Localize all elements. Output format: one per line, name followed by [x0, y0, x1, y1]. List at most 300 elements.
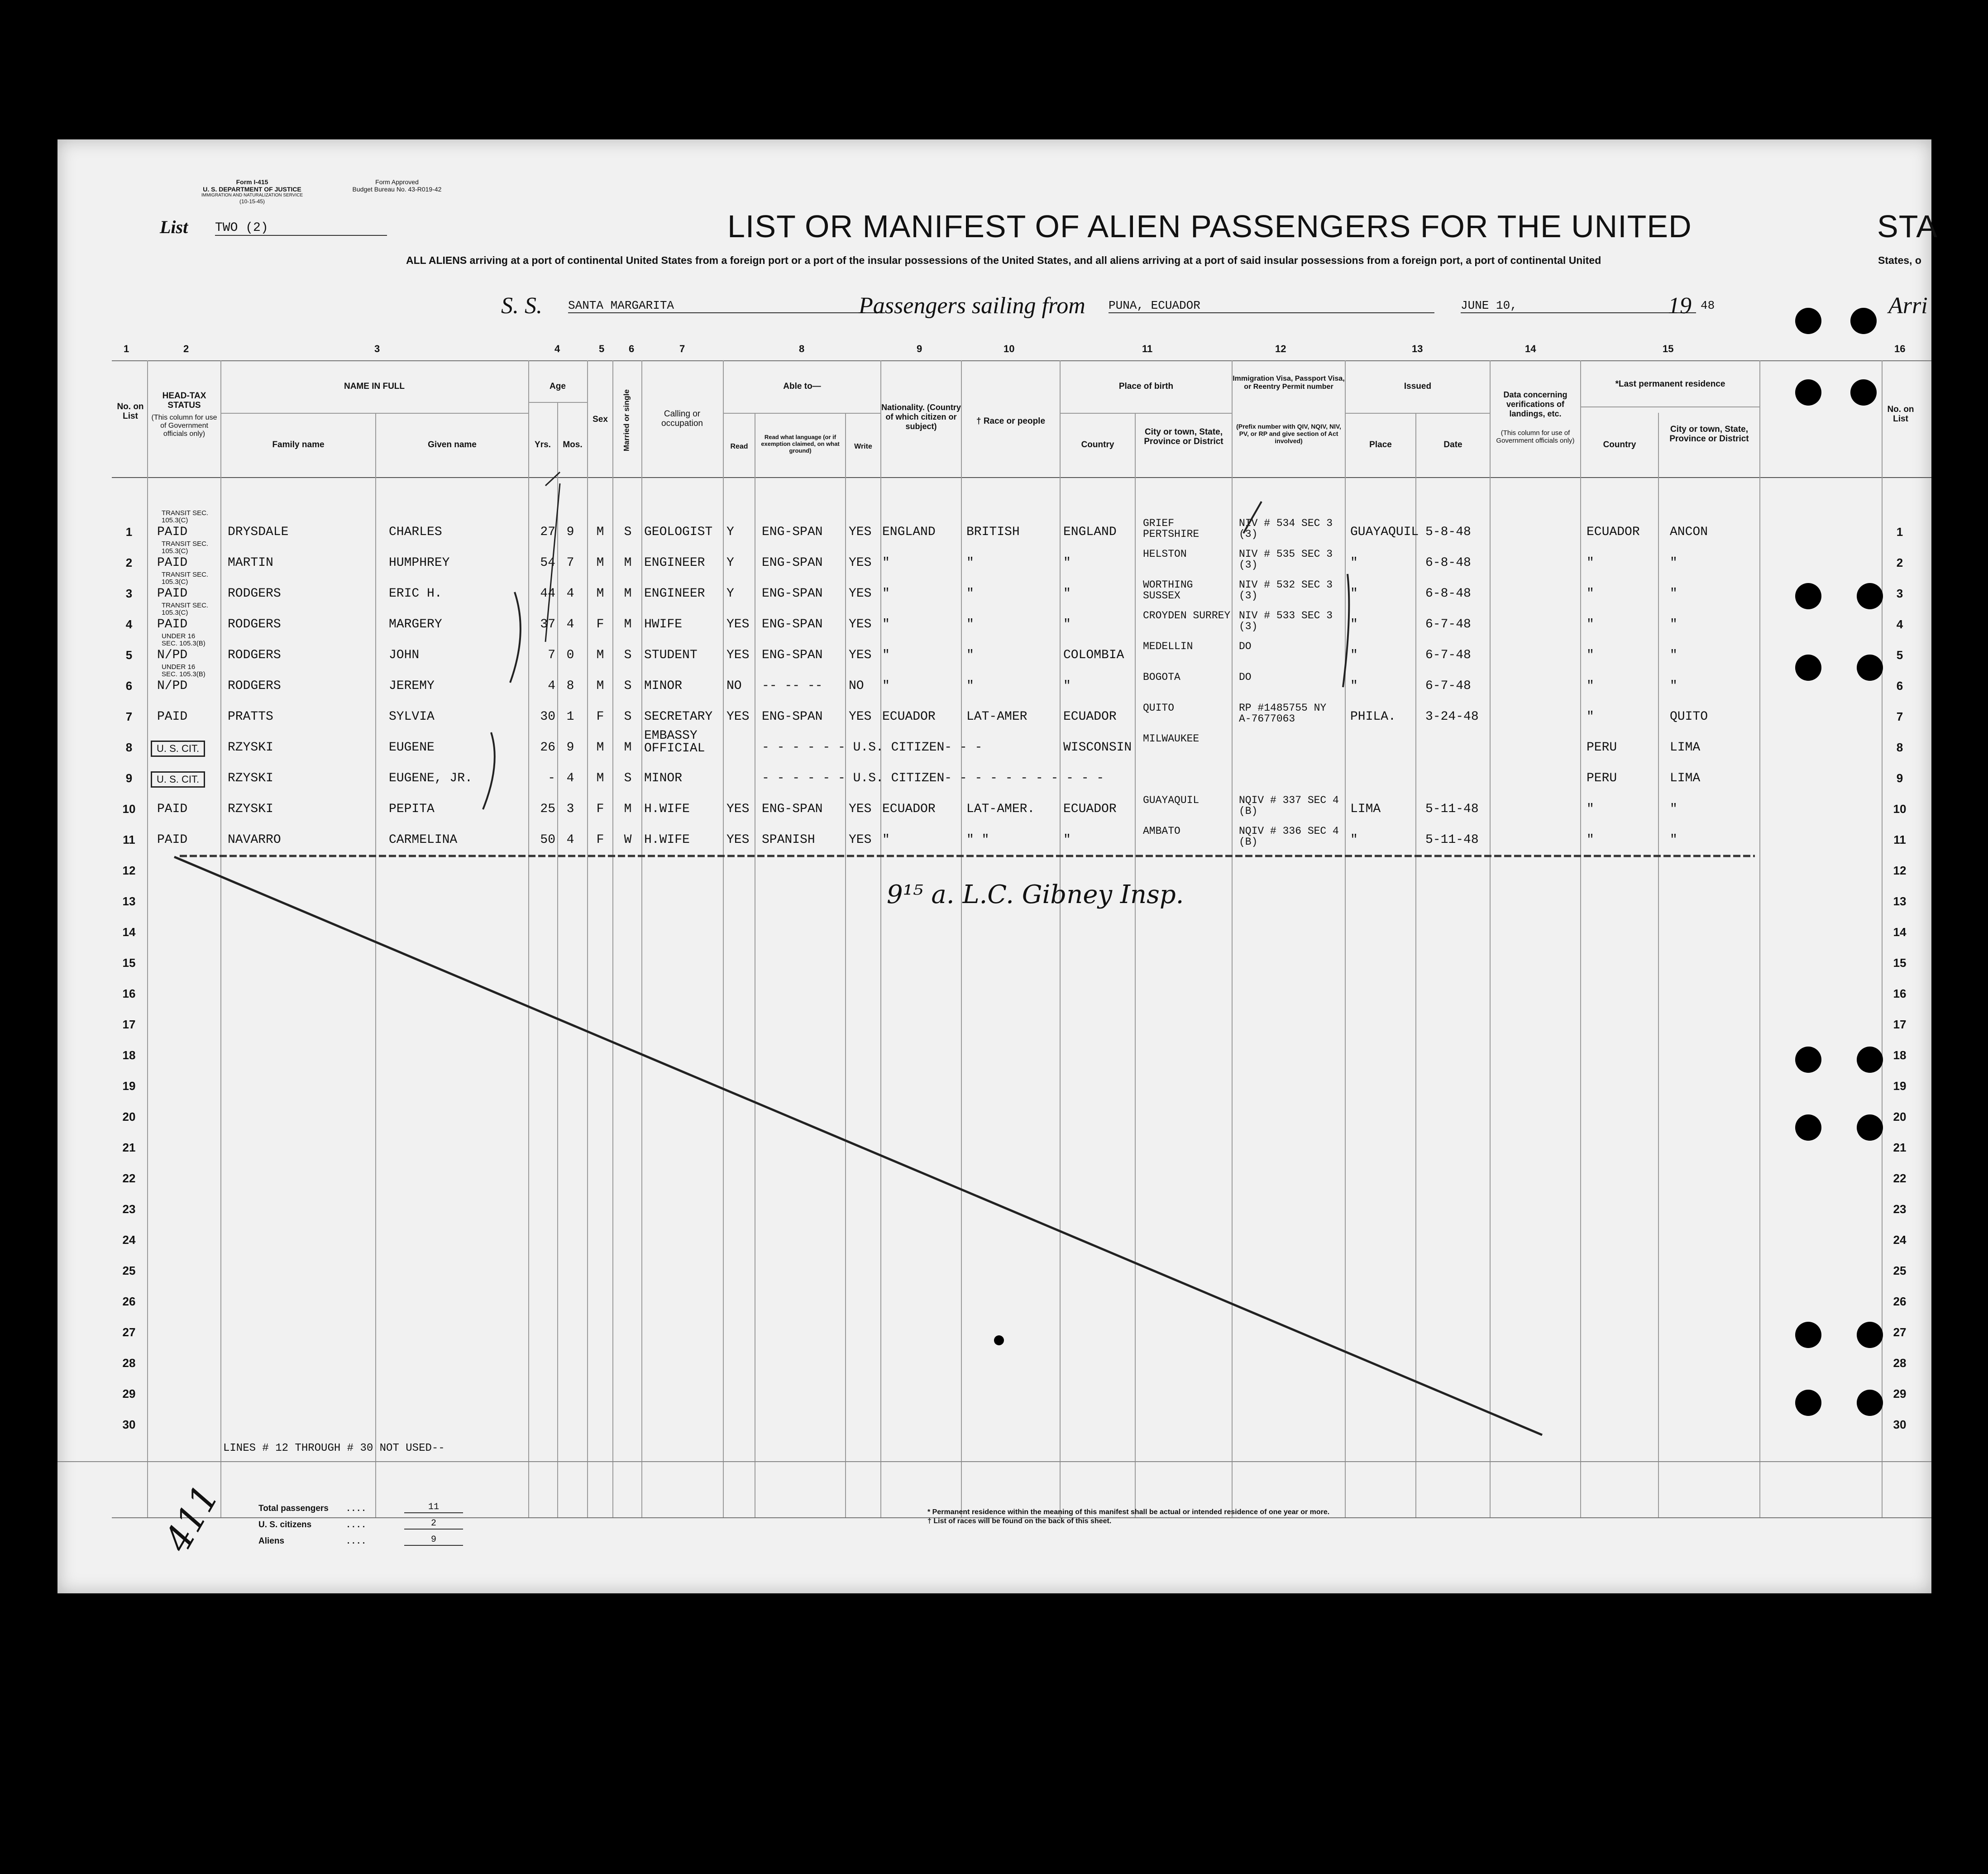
- cell-bcountry: COLOMBIA: [1063, 648, 1124, 662]
- head-tax-note: UNDER 16 SEC. 105.3(B): [162, 632, 205, 647]
- col-num-1: 1: [124, 343, 129, 354]
- cell-date: 6-8-48: [1425, 556, 1471, 570]
- head-tax-note: TRANSIT SEC. 105.3(C): [162, 509, 209, 524]
- cell-family: RZYSKI: [228, 771, 273, 785]
- row-number-right: 9: [1896, 771, 1903, 785]
- header-no-on-list: No. on List: [117, 402, 144, 421]
- cell-read: YES: [726, 802, 750, 816]
- header-place-of-birth: Place of birth: [1118, 382, 1174, 391]
- header-married-single: Married or single: [622, 389, 631, 451]
- cell-given: ERIC H.: [389, 587, 442, 601]
- cell-rcountry: ": [1587, 556, 1594, 570]
- punch-hole: [1795, 655, 1821, 681]
- cell-ms: M: [624, 617, 632, 631]
- header-calling: Calling or occupation: [661, 409, 703, 428]
- cell-family: RODGERS: [228, 617, 281, 631]
- cell-bcountry: ECUADOR: [1063, 802, 1117, 816]
- cell-yrs: 7: [548, 648, 555, 662]
- row-number-right: 4: [1896, 617, 1903, 631]
- manifest-page: [57, 139, 1938, 1593]
- cell-yrs: 50: [540, 833, 555, 847]
- punch-hole: [1795, 1390, 1821, 1416]
- cell-given: EUGENE: [389, 741, 435, 755]
- header-issued-place: Place: [1369, 440, 1392, 449]
- cell-race: LAT-AMER.: [966, 802, 1035, 816]
- cell-occ: MINOR: [644, 771, 683, 785]
- cell-visa: NIV # 533 SEC 3 (3): [1239, 610, 1333, 632]
- header-yrs: Yrs.: [535, 440, 551, 449]
- header-visa-note: (Prefix number with QIV, NQIV, NIV, PV, or RP and give section of Act involved): [1236, 423, 1341, 445]
- cell-read: YES: [726, 833, 750, 847]
- cell-rcountry: ": [1587, 833, 1594, 847]
- cell-family: RZYSKI: [228, 802, 273, 816]
- budget-bureau: Budget Bureau No. 43-R019-42: [352, 186, 442, 193]
- dots: ....: [347, 1536, 368, 1546]
- sailing-date: JUNE 10,: [1461, 299, 1696, 313]
- form-service: IMMIGRATION AND NATURALIZATION SERVICE: [201, 193, 303, 198]
- cell-sex: F: [596, 833, 604, 847]
- cell-lang: - - - - - - U.S. CITIZEN- - -: [762, 741, 983, 755]
- cell-lang: ENG-SPAN: [762, 710, 823, 724]
- header-data-note: (This column for use of Government officials only): [1496, 429, 1575, 445]
- manifest-title: LIST OR MANIFEST OF ALIEN PASSENGERS FOR THE UNITED: [727, 209, 1692, 244]
- row-number: 30: [122, 1418, 136, 1431]
- row-number: 22: [122, 1171, 136, 1185]
- cell-sex: F: [596, 617, 604, 631]
- family-bracket: [483, 732, 495, 809]
- header-given-name: Given name: [428, 440, 477, 449]
- header-age: Age: [550, 382, 566, 391]
- cell-bcity: CROYDEN SURREY: [1143, 610, 1231, 621]
- cell-family: DRYSDALE: [228, 525, 289, 539]
- cell-yrs: 4: [548, 679, 555, 693]
- cell-yrs: 44: [540, 587, 555, 601]
- cell-family: RODGERS: [228, 648, 281, 662]
- row-number-right: 7: [1896, 710, 1903, 723]
- cell-write: NO: [849, 679, 864, 693]
- col-num-14: 14: [1525, 343, 1536, 354]
- header-head-tax-note: (This column for use of Government officials only): [151, 414, 217, 438]
- cell-mos: 3: [566, 802, 574, 816]
- cell-family: RODGERS: [228, 587, 281, 601]
- form-approved: Form Approved: [375, 178, 419, 186]
- us-citizens-label: U. S. citizens: [258, 1520, 312, 1530]
- cell-occ: EMBASSY OFFICIAL: [644, 729, 705, 755]
- col-num-10: 10: [1004, 343, 1015, 354]
- cell-given: CHARLES: [389, 525, 442, 539]
- col-num-6: 6: [629, 343, 635, 354]
- cell-sex: M: [596, 741, 604, 755]
- row-number: 17: [122, 1018, 136, 1031]
- cell-rcity: QUITO: [1670, 710, 1708, 724]
- row-number: 28: [122, 1356, 136, 1370]
- row-number: 21: [122, 1141, 136, 1154]
- ship-name: SANTA MARGARITA: [568, 299, 885, 313]
- cell-occ: GEOLOGIST: [644, 525, 713, 539]
- cell-read: Y: [726, 587, 734, 601]
- header-data-concerning: Data concerning verifications of landings, etc.: [1503, 390, 1567, 418]
- header-sex: Sex: [593, 415, 608, 424]
- cell-occ: SECRETARY: [644, 710, 713, 724]
- row-number: 12: [122, 864, 136, 877]
- dots: ....: [347, 1504, 368, 1513]
- row-number: 2: [125, 556, 133, 569]
- cell-given: HUMPHREY: [389, 556, 450, 570]
- header-res-country: Country: [1603, 440, 1636, 449]
- row-number-right: 21: [1893, 1141, 1907, 1154]
- cell-race: BRITISH: [966, 525, 1020, 539]
- punch-hole: [1857, 655, 1883, 681]
- row-number: 7: [125, 710, 133, 723]
- form-department: U. S. DEPARTMENT OF JUSTICE: [203, 186, 301, 193]
- row-number: 18: [122, 1048, 136, 1062]
- punch-hole: [1857, 1390, 1883, 1416]
- year-suffix: 48: [1701, 299, 1715, 312]
- header-family-name: Family name: [272, 440, 325, 449]
- cell-rcountry: ": [1587, 648, 1594, 662]
- header-issued: Issued: [1404, 382, 1432, 391]
- row-number-right: 22: [1893, 1171, 1907, 1185]
- cell-rcity: LIMA: [1670, 741, 1701, 755]
- row-number: 11: [123, 833, 135, 846]
- cell-mos: 1: [566, 710, 574, 724]
- cell-read: Y: [726, 556, 734, 570]
- head-tax-note: UNDER 16 SEC. 105.3(B): [162, 663, 205, 678]
- cell-ms: S: [624, 679, 632, 693]
- header-last-residence: *Last permanent residence: [1615, 379, 1725, 389]
- ss-label: S. S.: [501, 293, 542, 319]
- cell-place: ": [1350, 679, 1358, 693]
- row-number-right: 17: [1893, 1018, 1907, 1031]
- row-number-right: 18: [1893, 1048, 1907, 1062]
- list-value: TWO (2): [215, 221, 387, 236]
- cell-sex: M: [596, 648, 604, 662]
- cell-bcity: MILWAUKEE: [1143, 733, 1199, 745]
- cell-mos: 9: [566, 741, 574, 755]
- cell-bcity: AMBATO: [1143, 825, 1180, 837]
- cell-yrs: 27: [540, 525, 555, 539]
- punch-hole: [1857, 1322, 1883, 1348]
- cell-mos: 4: [566, 617, 574, 631]
- cell-occ: ENGINEER: [644, 556, 705, 570]
- form-revision: (10-15-45): [239, 198, 265, 205]
- cell-ms: M: [624, 802, 632, 816]
- cell-bcountry: WISCONSIN: [1063, 741, 1132, 755]
- header-mos: Mos.: [563, 440, 583, 449]
- head-tax-status: PAID: [157, 617, 188, 631]
- cell-nat: ": [882, 833, 890, 847]
- family-bracket: [510, 592, 521, 683]
- head-tax-note: TRANSIT SEC. 105.3(C): [162, 602, 209, 617]
- cell-family: NAVARRO: [228, 833, 281, 847]
- age-checkmarks: [545, 472, 560, 642]
- row-number-right: 26: [1893, 1295, 1907, 1308]
- cell-place: ": [1350, 833, 1358, 847]
- row-number-right: 14: [1893, 925, 1907, 939]
- cell-place: ": [1350, 648, 1358, 662]
- cell-ms: S: [624, 648, 632, 662]
- punch-hole: [1795, 379, 1821, 406]
- cell-lang: ENG-SPAN: [762, 525, 823, 539]
- cell-visa: NIV # 532 SEC 3 (3): [1239, 579, 1333, 602]
- cell-nat: ECUADOR: [882, 710, 936, 724]
- cell-nat: ": [882, 556, 890, 570]
- total-passengers-label: Total passengers: [258, 1504, 329, 1513]
- list-label: List: [160, 217, 188, 237]
- header-name-in-full: NAME IN FULL: [344, 382, 405, 391]
- row-number-right: 20: [1893, 1110, 1907, 1123]
- cell-date: 3-24-48: [1425, 710, 1479, 724]
- row-number-right: 11: [1893, 833, 1906, 846]
- cell-mos: 4: [566, 833, 574, 847]
- col-num-8: 8: [799, 343, 805, 354]
- row-number: 19: [122, 1079, 136, 1093]
- cell-family: PRATTS: [228, 710, 273, 724]
- cell-rcountry: PERU: [1587, 741, 1617, 755]
- row-number: 25: [122, 1264, 136, 1277]
- cell-rcity: ANCON: [1670, 525, 1708, 539]
- head-tax-status: PAID: [157, 587, 188, 601]
- cell-write: YES: [849, 710, 872, 724]
- row-number-right: 19: [1893, 1079, 1907, 1093]
- cell-family: MARTIN: [228, 556, 273, 570]
- dots: ....: [347, 1520, 368, 1530]
- header-able-to: Able to—: [783, 382, 821, 391]
- aliens-label: Aliens: [258, 1536, 285, 1546]
- cell-ms: M: [624, 556, 632, 570]
- cell-rcountry: ": [1587, 617, 1594, 631]
- header-race: † Race or people: [976, 416, 1046, 426]
- cell-write: YES: [849, 556, 872, 570]
- cell-mos: 4: [566, 771, 574, 785]
- punch-hole: [1795, 583, 1821, 609]
- cell-ms: S: [624, 525, 632, 539]
- cell-rcountry: ": [1587, 802, 1594, 816]
- row-number-right: 13: [1893, 894, 1907, 908]
- punch-hole: [1795, 1322, 1821, 1348]
- cell-sex: M: [596, 679, 604, 693]
- cell-visa: NIV # 535 SEC 3 (3): [1239, 548, 1333, 571]
- row-number: 1: [125, 525, 133, 539]
- cell-date: 5-11-48: [1425, 802, 1479, 816]
- cell-write: YES: [849, 802, 872, 816]
- row-number-right: 8: [1896, 741, 1903, 754]
- cell-bcity: HELSTON: [1143, 548, 1187, 560]
- header-issued-date: Date: [1443, 440, 1462, 449]
- cell-lang: ENG-SPAN: [762, 648, 823, 662]
- cell-place: ": [1350, 587, 1358, 601]
- cell-given: JOHN: [389, 648, 420, 662]
- total-passengers-value: 11: [404, 1502, 463, 1513]
- head-tax-status: N/PD: [157, 648, 188, 662]
- head-tax-status: PAID: [157, 802, 188, 816]
- cell-given: MARGERY: [389, 617, 442, 631]
- row-number: 10: [122, 802, 136, 816]
- cell-given: JEREMY: [389, 679, 435, 693]
- cell-given: CARMELINA: [389, 833, 458, 847]
- row-number-right: 6: [1896, 679, 1903, 693]
- cell-bcountry: ": [1063, 556, 1071, 570]
- cell-race: LAT-AMER: [966, 710, 1027, 724]
- arrival-label-cut: Arri: [1888, 293, 1928, 319]
- row-number: 23: [122, 1202, 136, 1216]
- row-number-right: 12: [1893, 864, 1907, 877]
- cell-ms: M: [624, 741, 632, 755]
- head-tax-status: U. S. CIT.: [151, 741, 205, 757]
- cell-bcountry: ": [1063, 833, 1071, 847]
- cell-read: YES: [726, 648, 750, 662]
- cell-lang: SPANISH: [762, 833, 815, 847]
- row-number-right: 24: [1893, 1233, 1907, 1247]
- cell-occ: H.WIFE: [644, 833, 690, 847]
- cell-nat: ": [882, 587, 890, 601]
- cell-ms: S: [624, 710, 632, 724]
- cell-lang: - - - - - - U.S. CITIZEN- - - - - - - - - - -: [762, 771, 1104, 785]
- cell-date: 6-7-48: [1425, 679, 1471, 693]
- footer-rule: [57, 1461, 1931, 1462]
- cell-date: 6-7-48: [1425, 648, 1471, 662]
- cell-date: 6-8-48: [1425, 587, 1471, 601]
- header-read-language: Read what language (or if exemption claimed, on what ground): [761, 434, 840, 454]
- header-visa: Immigration Visa, Passport Visa, or Reentry Permit number: [1233, 375, 1345, 391]
- cell-read: YES: [726, 710, 750, 724]
- cell-yrs: 37: [540, 617, 555, 631]
- row-number: 5: [125, 648, 133, 662]
- cell-lang: -- -- --: [762, 679, 823, 693]
- punch-hole: [1857, 1047, 1883, 1073]
- col-num-7: 7: [679, 343, 685, 354]
- cell-sex: M: [596, 556, 604, 570]
- cell-write: YES: [849, 833, 872, 847]
- sailing-label: Passengers sailing from: [859, 293, 1085, 319]
- cell-sex: M: [596, 771, 604, 785]
- cell-given: SYLVIA: [389, 710, 435, 724]
- cell-given: EUGENE, JR.: [389, 771, 473, 785]
- departure-port: PUNA, ECUADOR: [1109, 299, 1434, 313]
- cell-bcountry: ": [1063, 617, 1071, 631]
- row-number: 27: [122, 1325, 136, 1339]
- cell-visa: NQIV # 337 SEC 4 (B): [1239, 794, 1339, 817]
- row-number: 14: [122, 925, 136, 939]
- cell-yrs: 54: [540, 556, 555, 570]
- cell-place: LIMA: [1350, 802, 1381, 816]
- form-number: Form I-415: [236, 178, 268, 186]
- punch-hole: [1857, 583, 1883, 609]
- cell-occ: MINOR: [644, 679, 683, 693]
- col-num-11: 11: [1142, 343, 1153, 354]
- header-read: Read: [730, 443, 748, 450]
- lines-not-used-note: LINES # 12 THROUGH # 30 NOT USED--: [223, 1442, 445, 1454]
- cell-family: RZYSKI: [228, 741, 273, 755]
- row-number-right: 15: [1893, 956, 1907, 970]
- cell-ms: W: [624, 833, 632, 847]
- row-number-right: 1: [1896, 525, 1903, 539]
- row-number-right: 28: [1893, 1356, 1907, 1370]
- cell-bcountry: ": [1063, 587, 1071, 601]
- cell-visa: RP #1485755 NY A-7677063: [1239, 702, 1327, 725]
- row-number-right: 23: [1893, 1202, 1907, 1216]
- row-number-right: 10: [1893, 802, 1907, 816]
- cell-read: YES: [726, 617, 750, 631]
- header-nationality: Nationality. (Country of which citizen or subject): [881, 403, 961, 431]
- cell-lang: ENG-SPAN: [762, 587, 823, 601]
- cell-write: YES: [849, 617, 872, 631]
- cell-bcity: GUAYAQUIL: [1143, 794, 1199, 806]
- header-write: Write: [854, 443, 872, 450]
- aliens-value: 9: [404, 1535, 463, 1546]
- cell-rcity: ": [1670, 617, 1677, 631]
- row-number: 8: [125, 741, 133, 754]
- cell-sex: F: [596, 802, 604, 816]
- cell-yrs: 26: [540, 741, 555, 755]
- head-tax-status: PAID: [157, 710, 188, 724]
- cell-mos: 9: [566, 525, 574, 539]
- cell-rcountry: PERU: [1587, 771, 1617, 785]
- row-number-right: 27: [1893, 1325, 1907, 1339]
- cell-bcity: MEDELLIN: [1143, 641, 1193, 652]
- cell-place: PHILA.: [1350, 710, 1396, 724]
- col-num-4: 4: [554, 343, 560, 354]
- col-num-9: 9: [917, 343, 922, 354]
- year-prefix: 19: [1668, 293, 1692, 319]
- col-num-2: 2: [183, 343, 189, 354]
- cell-occ: H.WIFE: [644, 802, 690, 816]
- cell-date: 6-7-48: [1425, 617, 1471, 631]
- header-birth-country: Country: [1081, 440, 1114, 449]
- cell-race: ": [966, 587, 974, 601]
- row-number: 9: [125, 771, 133, 785]
- cell-visa: NIV # 534 SEC 3 (3): [1239, 517, 1333, 540]
- cell-bcountry: ENGLAND: [1063, 525, 1117, 539]
- cell-visa: DO: [1239, 641, 1252, 652]
- cell-nat: ECUADOR: [882, 802, 936, 816]
- row-number: 3: [125, 587, 133, 600]
- cell-lang: ENG-SPAN: [762, 617, 823, 631]
- cell-ms: M: [624, 587, 632, 601]
- row-number-right: 3: [1896, 587, 1903, 600]
- col-num-5: 5: [599, 343, 605, 354]
- cell-mos: 8: [566, 679, 574, 693]
- cell-mos: 0: [566, 648, 574, 662]
- cell-bcity: GRIEF PERTSHIRE: [1143, 517, 1199, 540]
- punch-hole: [1857, 1114, 1883, 1141]
- cell-place: ": [1350, 556, 1358, 570]
- header-res-city: City or town, State, Province or District: [1669, 425, 1749, 444]
- visa-marks: [1243, 502, 1349, 687]
- cell-rcountry: ECUADOR: [1587, 525, 1640, 539]
- cell-rcity: ": [1670, 556, 1677, 570]
- col-num-3: 3: [374, 343, 380, 354]
- cell-bcountry: ECUADOR: [1063, 710, 1117, 724]
- head-tax-status: PAID: [157, 525, 188, 539]
- cell-mos: 4: [566, 587, 574, 601]
- row-number-right: 16: [1893, 987, 1907, 1000]
- row-number: 20: [122, 1110, 136, 1123]
- cell-visa: NQIV # 336 SEC 4 (B): [1239, 825, 1339, 848]
- cell-bcity: WORTHING SUSSEX: [1143, 579, 1193, 602]
- punch-hole: [1795, 1114, 1821, 1141]
- cell-bcountry: ": [1063, 679, 1071, 693]
- head-tax-status: U. S. CIT.: [151, 771, 205, 788]
- cell-bcity: QUITO: [1143, 702, 1175, 714]
- cell-date: 5-11-48: [1425, 833, 1479, 847]
- row-number-right: 2: [1896, 556, 1903, 569]
- inspector-signature: 9¹⁵ a. L.C. Gibney Insp.: [887, 880, 1184, 909]
- cell-family: RODGERS: [228, 679, 281, 693]
- cell-place: ": [1350, 617, 1358, 631]
- cell-rcity: ": [1670, 648, 1677, 662]
- cell-rcity: LIMA: [1670, 771, 1701, 785]
